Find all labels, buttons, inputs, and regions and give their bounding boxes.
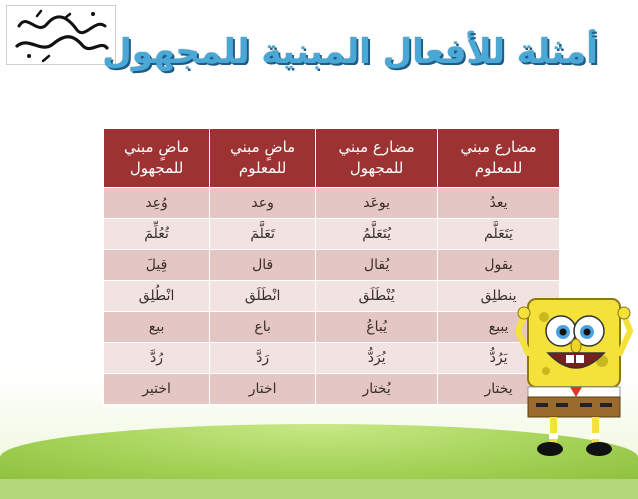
header-line: ماضٍ مبني [230,138,296,156]
table-cell: اختير [104,374,210,405]
table-row [104,250,560,281]
table-cell: بيع [104,312,210,343]
table-cell: يُباعُ [316,312,438,343]
header-line: للمعلوم [474,159,523,177]
header-present-active [438,129,560,188]
table-cell: يُختار [316,374,438,405]
table-cell: يبيع [438,312,560,343]
table-cell: يَتَعَلَّم [438,219,560,250]
table-row [104,188,560,219]
header-line: ماضٍ مبني [124,138,190,156]
table-cell: انْطُلِق [104,281,210,312]
header-present-passive [316,129,438,188]
header-past-passive [104,129,210,188]
table-cell: قال [210,250,316,281]
slide-title: أمثلة للأفعال المبنية للمجهول [102,32,598,72]
table-header-row [104,129,560,188]
table-cell: يعدُ [438,188,560,219]
table-cell: رُدَّ [104,343,210,374]
table-cell: تُعُلِّمَ [104,219,210,250]
table-cell: انْطَلَق [210,281,316,312]
table-cell: يَرُدُّ [438,343,560,374]
table-row [104,219,560,250]
verb-examples-table [103,128,560,405]
table-cell: يوعَد [316,188,438,219]
table-row [104,312,560,343]
table-cell: رَدَّ [210,343,316,374]
table-cell: تَعَلَّمَ [210,219,316,250]
header-line: للمجهول [129,159,184,177]
header-line: مضارع مبني [460,138,537,156]
table-cell: ينطلِق [438,281,560,312]
table-cell: وعد [210,188,316,219]
table-row [104,374,560,405]
table-cell: قِيلَ [104,250,210,281]
table-cell: يُنْطَلَق [316,281,438,312]
table-row [104,281,560,312]
table-cell: وُعِد [104,188,210,219]
header-past-active [210,129,316,188]
table-cell: يقول [438,250,560,281]
header-line: للمعلوم [238,159,287,177]
table-cell: يُرَدُّ [316,343,438,374]
header-line: مضارع مبني [338,138,415,156]
table-cell: يختار [438,374,560,405]
table-cell: اختار [210,374,316,405]
table-row [104,343,560,374]
header-line: للمجهول [349,159,404,177]
table-cell: يُقال [316,250,438,281]
table-cell: باع [210,312,316,343]
table-cell: يُتَعَلَّمُ [316,219,438,250]
spongebob-illustration [516,291,634,461]
